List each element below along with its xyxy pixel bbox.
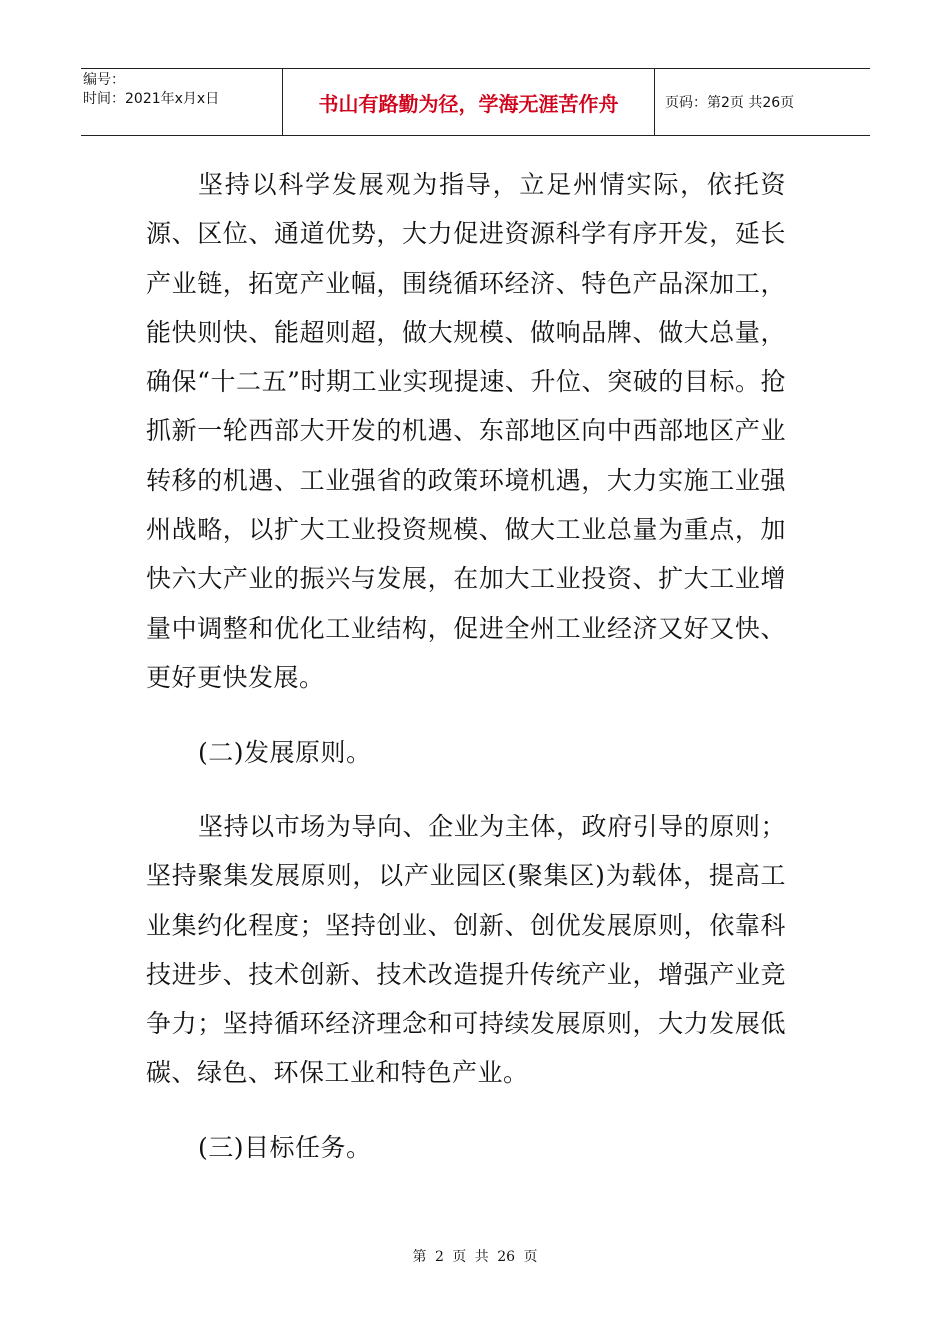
paragraph-guideline [146,160,786,702]
document-date: 时间：2021年x月x日 [83,91,220,107]
heading-targets [146,1123,786,1172]
page-header [81,68,870,136]
paragraph-text: 坚持以市场为导向、企业为主体，政府引导的原则；坚持聚集发展原则，以产业园区(聚集区)为载体，提高工业集约化程度；坚持创业、创新、创优发展原则，依靠科技进步、技术创新、技术改造提升传统产业，增强产业竞争力；坚持循环经济理念和可持续发展原则，大力发展低碳、绿色、环保工业和特色产业。 [146,812,786,1088]
header-meta [81,69,283,135]
section-heading: (三)目标任务。 [198,1133,372,1162]
page-footer: 第 2 页 共 26 页 [412,1249,538,1265]
paragraph-text: 坚持以科学发展观为指导，立足州情实际，依托资源、区位、通道优势，大力促进资源科学有序开发，延长产业链，拓宽产业幅，围绕循环经济、特色产品深加工，能快则快、能超则超，做大规模、做响品牌、做大总量，确保“十二五”时期工业实现提速、升位、突破的目标。抢抓新一轮西部大开发的机遇、东部地区向中西部地区产业转移的机遇、工业强省的政策环境机遇，大力实施工业强州战略，以扩大工业投资规模、做大工业总量为重点，加快六大产业的振兴与发展，在加大工业投资、扩大工业增量中调整和优化工业结构，促进全州工业经济又好又快、更好更快发展。 [146,170,786,692]
header-motto: 书山有路勤为径，学海无涯苦作舟 [283,69,655,135]
section-heading: (二)发展原则。 [198,738,372,767]
paragraph-principles [146,802,786,1098]
heading-principles [146,728,786,777]
header-page-number: 页码：第2页 共26页 [665,95,795,111]
document-number-label: 编号： [83,72,125,88]
